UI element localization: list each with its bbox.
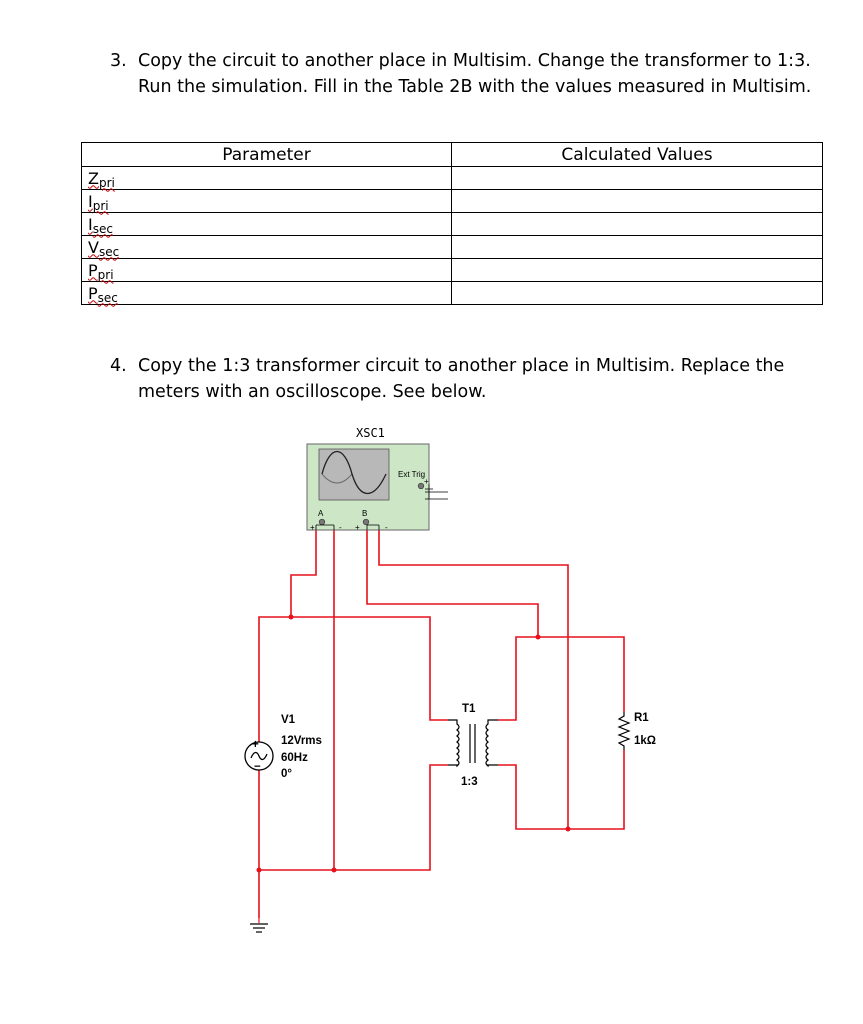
- step-text: Copy the 1:3 transformer circuit to another place in Multisim. Replace the meters with an oscilloscope. See below.: [138, 356, 785, 402]
- scope-name: XSC1: [356, 426, 385, 440]
- resistor-r1[interactable]: [619, 712, 656, 750]
- ext-trig-label: Ext Trig: [398, 470, 426, 479]
- parameter-cell: Ipri: [82, 190, 452, 213]
- parameter-cell: Vsec: [82, 236, 452, 259]
- wire-scope-a-plus: [291, 530, 316, 617]
- source-name: V1: [281, 714, 296, 726]
- channel-b-plus: +: [355, 523, 360, 532]
- wire-secondary-bottom: [498, 750, 624, 829]
- transformer-ratio: 1:3: [461, 776, 478, 788]
- source-phase: 0°: [281, 768, 292, 780]
- header-parameter: Parameter: [82, 143, 452, 167]
- transformer-name: T1: [462, 703, 476, 715]
- junction-dot: [257, 868, 262, 873]
- resistor-name: R1: [634, 712, 649, 724]
- junction-dot: [289, 615, 294, 620]
- step-number: 4.: [110, 356, 127, 376]
- wire-primary-bottom: [259, 765, 448, 870]
- channel-a-terminal[interactable]: [319, 519, 325, 525]
- channel-a-label: A: [318, 509, 324, 518]
- header-calculated-values: Calculated Values: [452, 143, 823, 167]
- channel-b-terminal[interactable]: [363, 519, 369, 525]
- source-frequency: 60Hz: [281, 752, 308, 764]
- channel-b-minus: -: [385, 523, 388, 532]
- secondary-winding-icon: [486, 720, 498, 766]
- ext-trig-plus: +: [424, 477, 429, 486]
- ground-icon: [250, 918, 268, 932]
- junction-dot: [536, 635, 541, 640]
- resistor-icon: [619, 712, 629, 750]
- resistor-value: 1kΩ: [634, 735, 657, 747]
- wires: [259, 530, 624, 918]
- transformer-t1[interactable]: [448, 703, 498, 788]
- ext-trig-terminal[interactable]: [418, 483, 424, 489]
- primary-winding-icon: [448, 720, 459, 766]
- wire-secondary-top: [498, 637, 624, 720]
- junction-dot: [566, 827, 571, 832]
- parameter-cell: Psec: [82, 282, 452, 305]
- oscilloscope-xsc1[interactable]: [307, 426, 448, 532]
- channel-a-plus: +: [310, 523, 315, 532]
- wire-scope-b-plus: [367, 530, 538, 637]
- source-plus: +: [252, 739, 259, 751]
- parameter-cell: Ppri: [82, 259, 452, 282]
- junction-dot: [332, 868, 337, 873]
- parameter-cell: Zpri: [82, 167, 452, 190]
- channel-b-label: B: [362, 509, 368, 518]
- step-text: Copy the circuit to another place in Multisim. Change the transformer to 1:3. Run the simulation. Fill in the Table 2B with the values measured in Multisim.: [138, 51, 812, 97]
- ac-source-v1[interactable]: [245, 714, 322, 780]
- parameter-cell: Isec: [82, 213, 452, 236]
- step-number: 3.: [110, 51, 127, 71]
- source-minus: −: [254, 761, 261, 773]
- channel-a-minus: -: [339, 523, 342, 532]
- source-voltage: 12Vrms: [281, 735, 322, 747]
